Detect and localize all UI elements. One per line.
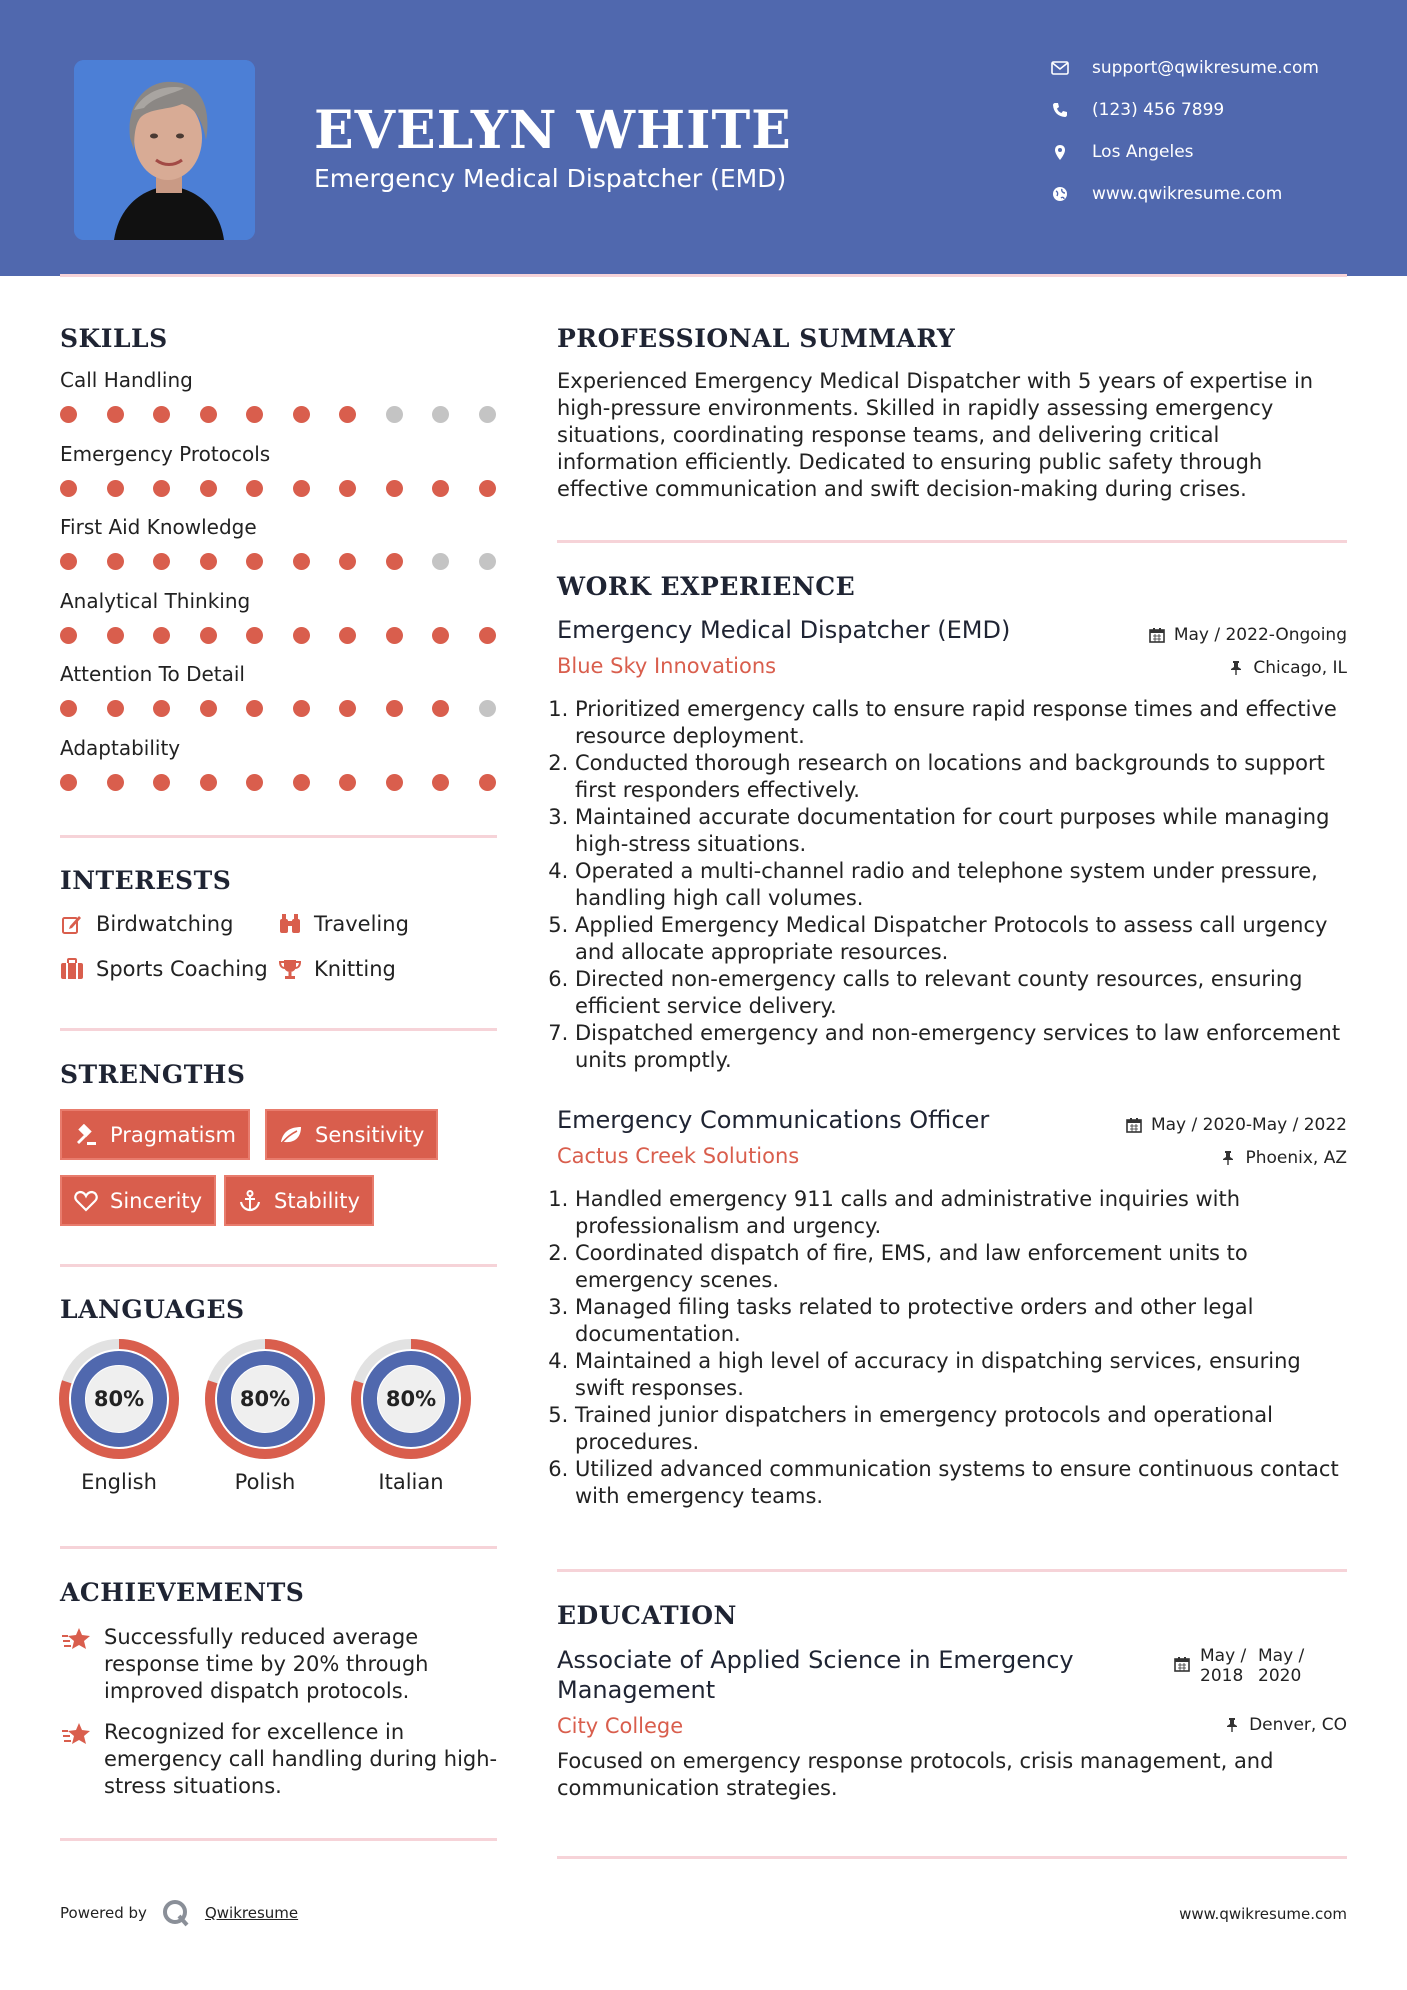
language-progress-ring xyxy=(350,1338,472,1460)
skill-dot-filled xyxy=(293,700,310,717)
star-badge-icon xyxy=(60,1719,92,1751)
skill-dot-filled xyxy=(293,627,310,644)
calendar-icon xyxy=(1148,626,1166,644)
language-percent: 80% xyxy=(385,1387,437,1411)
job-dates xyxy=(1148,625,1347,645)
skill-dot-filled xyxy=(107,480,124,497)
strength-badge xyxy=(60,1175,216,1226)
trophy-icon xyxy=(278,957,302,981)
skill-dot-filled xyxy=(107,774,124,791)
achievements-heading: ACHIEVEMENTS xyxy=(60,1578,305,1607)
skill-dot-filled xyxy=(200,480,217,497)
qwikresume-logo-icon xyxy=(161,1898,191,1928)
skill-dot-filled xyxy=(339,406,356,423)
strength-label: Sincerity xyxy=(110,1188,203,1213)
envelope-icon xyxy=(1050,58,1070,78)
education-start-year: 2018 xyxy=(1200,1666,1244,1686)
school-name: City College xyxy=(557,1714,684,1738)
skill-rating xyxy=(60,627,525,644)
map-pin-icon xyxy=(1050,142,1070,162)
skill-dot-filled xyxy=(339,627,356,644)
company-name: Blue Sky Innovations xyxy=(557,654,777,678)
calendar-icon xyxy=(1125,1116,1143,1134)
language-item xyxy=(350,1338,472,1494)
skill-dot-filled xyxy=(60,627,77,644)
skill-dot-filled xyxy=(107,627,124,644)
education-end xyxy=(1258,1646,1316,1686)
education-description: Focused on emergency response protocols, crisis management, and communication strategies. xyxy=(557,1749,1274,1800)
strengths-divider xyxy=(60,1264,497,1267)
skill-name: First Aid Knowledge xyxy=(60,515,257,539)
skill-name: Call Handling xyxy=(60,368,193,392)
interest-item xyxy=(60,912,233,936)
skill-dot-filled xyxy=(339,480,356,497)
job-duties xyxy=(557,1186,1347,1510)
duty-item: 5. Applied Emergency Medical Dispatcher Protocols to assess call urgency and allocate appropriate resources. xyxy=(575,912,1347,966)
skill-dot-filled xyxy=(479,480,496,497)
briefcase-icon xyxy=(60,957,84,981)
skill-rating xyxy=(60,774,525,791)
duty-item: 2. Conducted thorough research on locations and backgrounds to support first responders effectively. xyxy=(575,750,1347,804)
job-title: Emergency Medical Dispatcher (EMD) xyxy=(557,616,1011,644)
skill-dot-filled xyxy=(200,406,217,423)
skill-dot-filled xyxy=(153,480,170,497)
interest-item xyxy=(60,957,268,981)
achievement-text: Recognized for excellence in emergency call handling during high-stress situations. xyxy=(104,1720,498,1798)
skill-dot-empty xyxy=(386,406,403,423)
skill-dot-filled xyxy=(153,774,170,791)
profile-photo xyxy=(74,60,255,240)
skill-dot-filled xyxy=(200,700,217,717)
summary-divider xyxy=(557,540,1347,543)
pushpin-icon xyxy=(1227,659,1245,677)
achievement-item xyxy=(60,1719,500,1800)
strength-badge xyxy=(265,1109,438,1160)
degree-title xyxy=(557,1645,1074,1705)
contact-phone[interactable] xyxy=(1050,100,1224,120)
contact-website[interactable] xyxy=(1050,184,1282,204)
skill-dot-filled xyxy=(386,700,403,717)
job-location-text: Phoenix, AZ xyxy=(1245,1148,1347,1168)
skill-dot-filled xyxy=(60,774,77,791)
interest-label: Traveling xyxy=(314,912,409,936)
job-dates-text: May / 2022-Ongoing xyxy=(1173,625,1347,645)
skills-heading: SKILLS xyxy=(60,324,168,353)
anchor-icon xyxy=(238,1189,262,1213)
strength-label: Pragmatism xyxy=(110,1122,236,1147)
skill-dot-filled xyxy=(246,627,263,644)
skill-dot-filled xyxy=(293,480,310,497)
strength-label: Sensitivity xyxy=(315,1122,425,1147)
edit-icon xyxy=(60,912,84,936)
skill-dot-filled xyxy=(339,553,356,570)
skill-dot-filled xyxy=(107,700,124,717)
skill-dot-filled xyxy=(386,553,403,570)
skill-dot-empty xyxy=(432,553,449,570)
education-end-year: 2020 xyxy=(1258,1666,1302,1686)
skill-dot-filled xyxy=(246,480,263,497)
interests-heading: INTERESTS xyxy=(60,866,232,895)
interest-label: Birdwatching xyxy=(96,912,234,936)
gavel-icon xyxy=(74,1123,98,1147)
skill-dot-filled xyxy=(200,774,217,791)
language-percent: 80% xyxy=(93,1387,145,1411)
job-location xyxy=(1219,1148,1347,1168)
education-heading: EDUCATION xyxy=(557,1601,737,1630)
skill-dot-filled xyxy=(339,774,356,791)
location-text: Los Angeles xyxy=(1092,142,1194,162)
summary-heading: PROFESSIONAL SUMMARY xyxy=(557,324,956,353)
duty-item: 7. Dispatched emergency and non-emergency services to law enforcement units promptly. xyxy=(575,1020,1347,1074)
skill-dot-empty xyxy=(479,553,496,570)
degree-line-2: Management xyxy=(557,1676,716,1704)
strength-badge xyxy=(224,1175,374,1226)
skill-dot-filled xyxy=(153,700,170,717)
skill-dot-filled xyxy=(153,553,170,570)
candidate-name: EVELYN WHITE xyxy=(314,100,792,161)
job-location-text: Chicago, IL xyxy=(1253,658,1347,678)
job-title: Emergency Communications Officer xyxy=(557,1106,990,1134)
leaf-icon xyxy=(279,1123,303,1147)
language-name: Italian xyxy=(378,1470,444,1494)
skill-dot-filled xyxy=(246,774,263,791)
binoculars-icon xyxy=(278,912,302,936)
strength-badge xyxy=(60,1109,250,1160)
skill-dot-filled xyxy=(60,553,77,570)
summary-text: Experienced Emergency Medical Dispatcher with 5 years of expertise in high-pressure environments. Skilled in rapidly assessing emergency situations, coordinating response teams, and delivering critical information efficiently. Dedicated to ensuring public safety through effective communication and swift decision-making during crises. xyxy=(557,369,1314,501)
header-divider xyxy=(60,274,1347,277)
globe-icon xyxy=(1050,184,1070,204)
duty-item: 1. Handled emergency 911 calls and administrative inquiries with professionalism and urgency. xyxy=(575,1186,1347,1240)
education-end-month: May / xyxy=(1258,1646,1305,1666)
job-dates xyxy=(1125,1115,1347,1135)
duty-item: 1. Prioritized emergency calls to ensure rapid response times and effective resource deployment. xyxy=(575,696,1347,750)
education-divider xyxy=(557,1856,1347,1859)
education-dates xyxy=(1174,1646,1316,1686)
duty-item: 4. Maintained a high level of accuracy in dispatching services, ensuring swift responses. xyxy=(575,1348,1347,1402)
language-percent: 80% xyxy=(239,1387,291,1411)
education-location xyxy=(1223,1715,1347,1735)
duty-item: 4. Operated a multi-channel radio and telephone system under pressure, handling high call volumes. xyxy=(575,858,1347,912)
degree-line-1: Associate of Applied Science in Emergency xyxy=(557,1646,1074,1674)
skill-rating xyxy=(60,700,525,717)
pushpin-icon xyxy=(1219,1149,1237,1167)
skill-dot-filled xyxy=(107,553,124,570)
star-badge-icon xyxy=(60,1624,92,1656)
language-item xyxy=(204,1338,326,1494)
job-dates-text: May / 2020-May / 2022 xyxy=(1150,1115,1347,1135)
duty-item: 3. Managed filing tasks related to protective orders and other legal documentation. xyxy=(575,1294,1347,1348)
language-progress-ring xyxy=(204,1338,326,1460)
skill-dot-empty xyxy=(479,406,496,423)
skill-dot-filled xyxy=(432,700,449,717)
skill-dot-filled xyxy=(432,480,449,497)
language-item xyxy=(58,1338,180,1494)
achievement-text: Successfully reduced average response time by 20% through improved dispatch protocols. xyxy=(104,1625,429,1703)
skill-name: Emergency Protocols xyxy=(60,441,271,466)
skill-name: Analytical Thinking xyxy=(60,588,251,613)
website-text: www.qwikresume.com xyxy=(1092,184,1283,204)
language-name: English xyxy=(81,1470,157,1494)
skill-dot-filled xyxy=(432,774,449,791)
candidate-title: Emergency Medical Dispatcher (EMD) xyxy=(314,164,787,193)
skill-dot-filled xyxy=(432,627,449,644)
pushpin-icon xyxy=(1223,1716,1241,1734)
skill-rating xyxy=(60,553,525,570)
company-name: Cactus Creek Solutions xyxy=(557,1144,800,1168)
education-start-month: May / xyxy=(1200,1646,1247,1666)
strength-label: Stability xyxy=(274,1188,360,1213)
skill-dot-filled xyxy=(293,774,310,791)
phone-icon xyxy=(1050,100,1070,120)
skill-dot-filled xyxy=(200,627,217,644)
skill-dot-filled xyxy=(246,406,263,423)
achievements-divider xyxy=(60,1838,497,1841)
qwikresume-link[interactable]: Qwikresume xyxy=(204,1904,299,1922)
contact-location xyxy=(1050,142,1194,162)
skill-dot-filled xyxy=(60,700,77,717)
duty-item: 5. Trained junior dispatchers in emergency protocols and operational procedures. xyxy=(575,1402,1347,1456)
skill-dot-empty xyxy=(479,700,496,717)
header xyxy=(0,0,1407,276)
job-duties xyxy=(557,696,1347,1074)
skill-dot-filled xyxy=(386,480,403,497)
skill-rating xyxy=(60,480,525,497)
education-start xyxy=(1200,1646,1258,1686)
skill-dot-filled xyxy=(200,553,217,570)
duty-item: 6. Utilized advanced communication systems to ensure continuous contact with emergency teams. xyxy=(575,1456,1347,1510)
skills-divider xyxy=(60,835,497,838)
skill-dot-filled xyxy=(479,627,496,644)
skill-name: Adaptability xyxy=(60,735,181,760)
interest-label: Sports Coaching xyxy=(96,957,268,981)
skill-dot-filled xyxy=(479,774,496,791)
duty-item: 6. Directed non-emergency calls to relevant county resources, ensuring efficient service delivery. xyxy=(575,966,1347,1020)
achievement-item xyxy=(60,1624,500,1705)
heart-icon xyxy=(74,1189,98,1213)
powered-by-text: Powered by xyxy=(60,1904,147,1922)
skill-dot-filled xyxy=(386,774,403,791)
languages-divider xyxy=(60,1546,497,1549)
skill-dot-filled xyxy=(386,627,403,644)
languages-heading: LANGUAGES xyxy=(60,1295,245,1324)
contact-email[interactable] xyxy=(1050,58,1319,78)
strengths-heading: STRENGTHS xyxy=(60,1060,246,1089)
interest-item xyxy=(278,957,396,981)
skill-dot-filled xyxy=(293,553,310,570)
skill-dot-filled xyxy=(60,406,77,423)
skill-dot-filled xyxy=(246,700,263,717)
skill-dot-filled xyxy=(246,553,263,570)
skill-rating xyxy=(60,406,525,423)
calendar-icon xyxy=(1174,1656,1192,1674)
job-location xyxy=(1227,658,1347,678)
skill-dot-filled xyxy=(153,627,170,644)
footer-powered-by xyxy=(60,1898,298,1928)
language-name: Polish xyxy=(234,1470,296,1494)
email-text: support@qwikresume.com xyxy=(1092,58,1319,78)
skill-dot-empty xyxy=(432,406,449,423)
phone-text: (123) 456 7899 xyxy=(1092,100,1225,120)
skill-dot-filled xyxy=(107,406,124,423)
skill-dot-filled xyxy=(293,406,310,423)
education-location-text: Denver, CO xyxy=(1249,1715,1347,1735)
language-progress-ring xyxy=(58,1338,180,1460)
skill-dot-filled xyxy=(60,480,77,497)
skill-dot-filled xyxy=(339,700,356,717)
skill-name: Attention To Detail xyxy=(60,662,245,686)
interest-label: Knitting xyxy=(314,957,396,981)
duty-item: 3. Maintained accurate documentation for court purposes while managing high-stress situations. xyxy=(575,804,1347,858)
experience-divider xyxy=(557,1569,1347,1572)
interest-item xyxy=(278,912,409,936)
duty-item: 2. Coordinated dispatch of fire, EMS, and law enforcement units to emergency scenes. xyxy=(575,1240,1347,1294)
interests-divider xyxy=(60,1028,497,1031)
skill-dot-filled xyxy=(153,406,170,423)
footer-website[interactable]: www.qwikresume.com xyxy=(1179,1905,1347,1923)
experience-heading: WORK EXPERIENCE xyxy=(557,572,856,601)
